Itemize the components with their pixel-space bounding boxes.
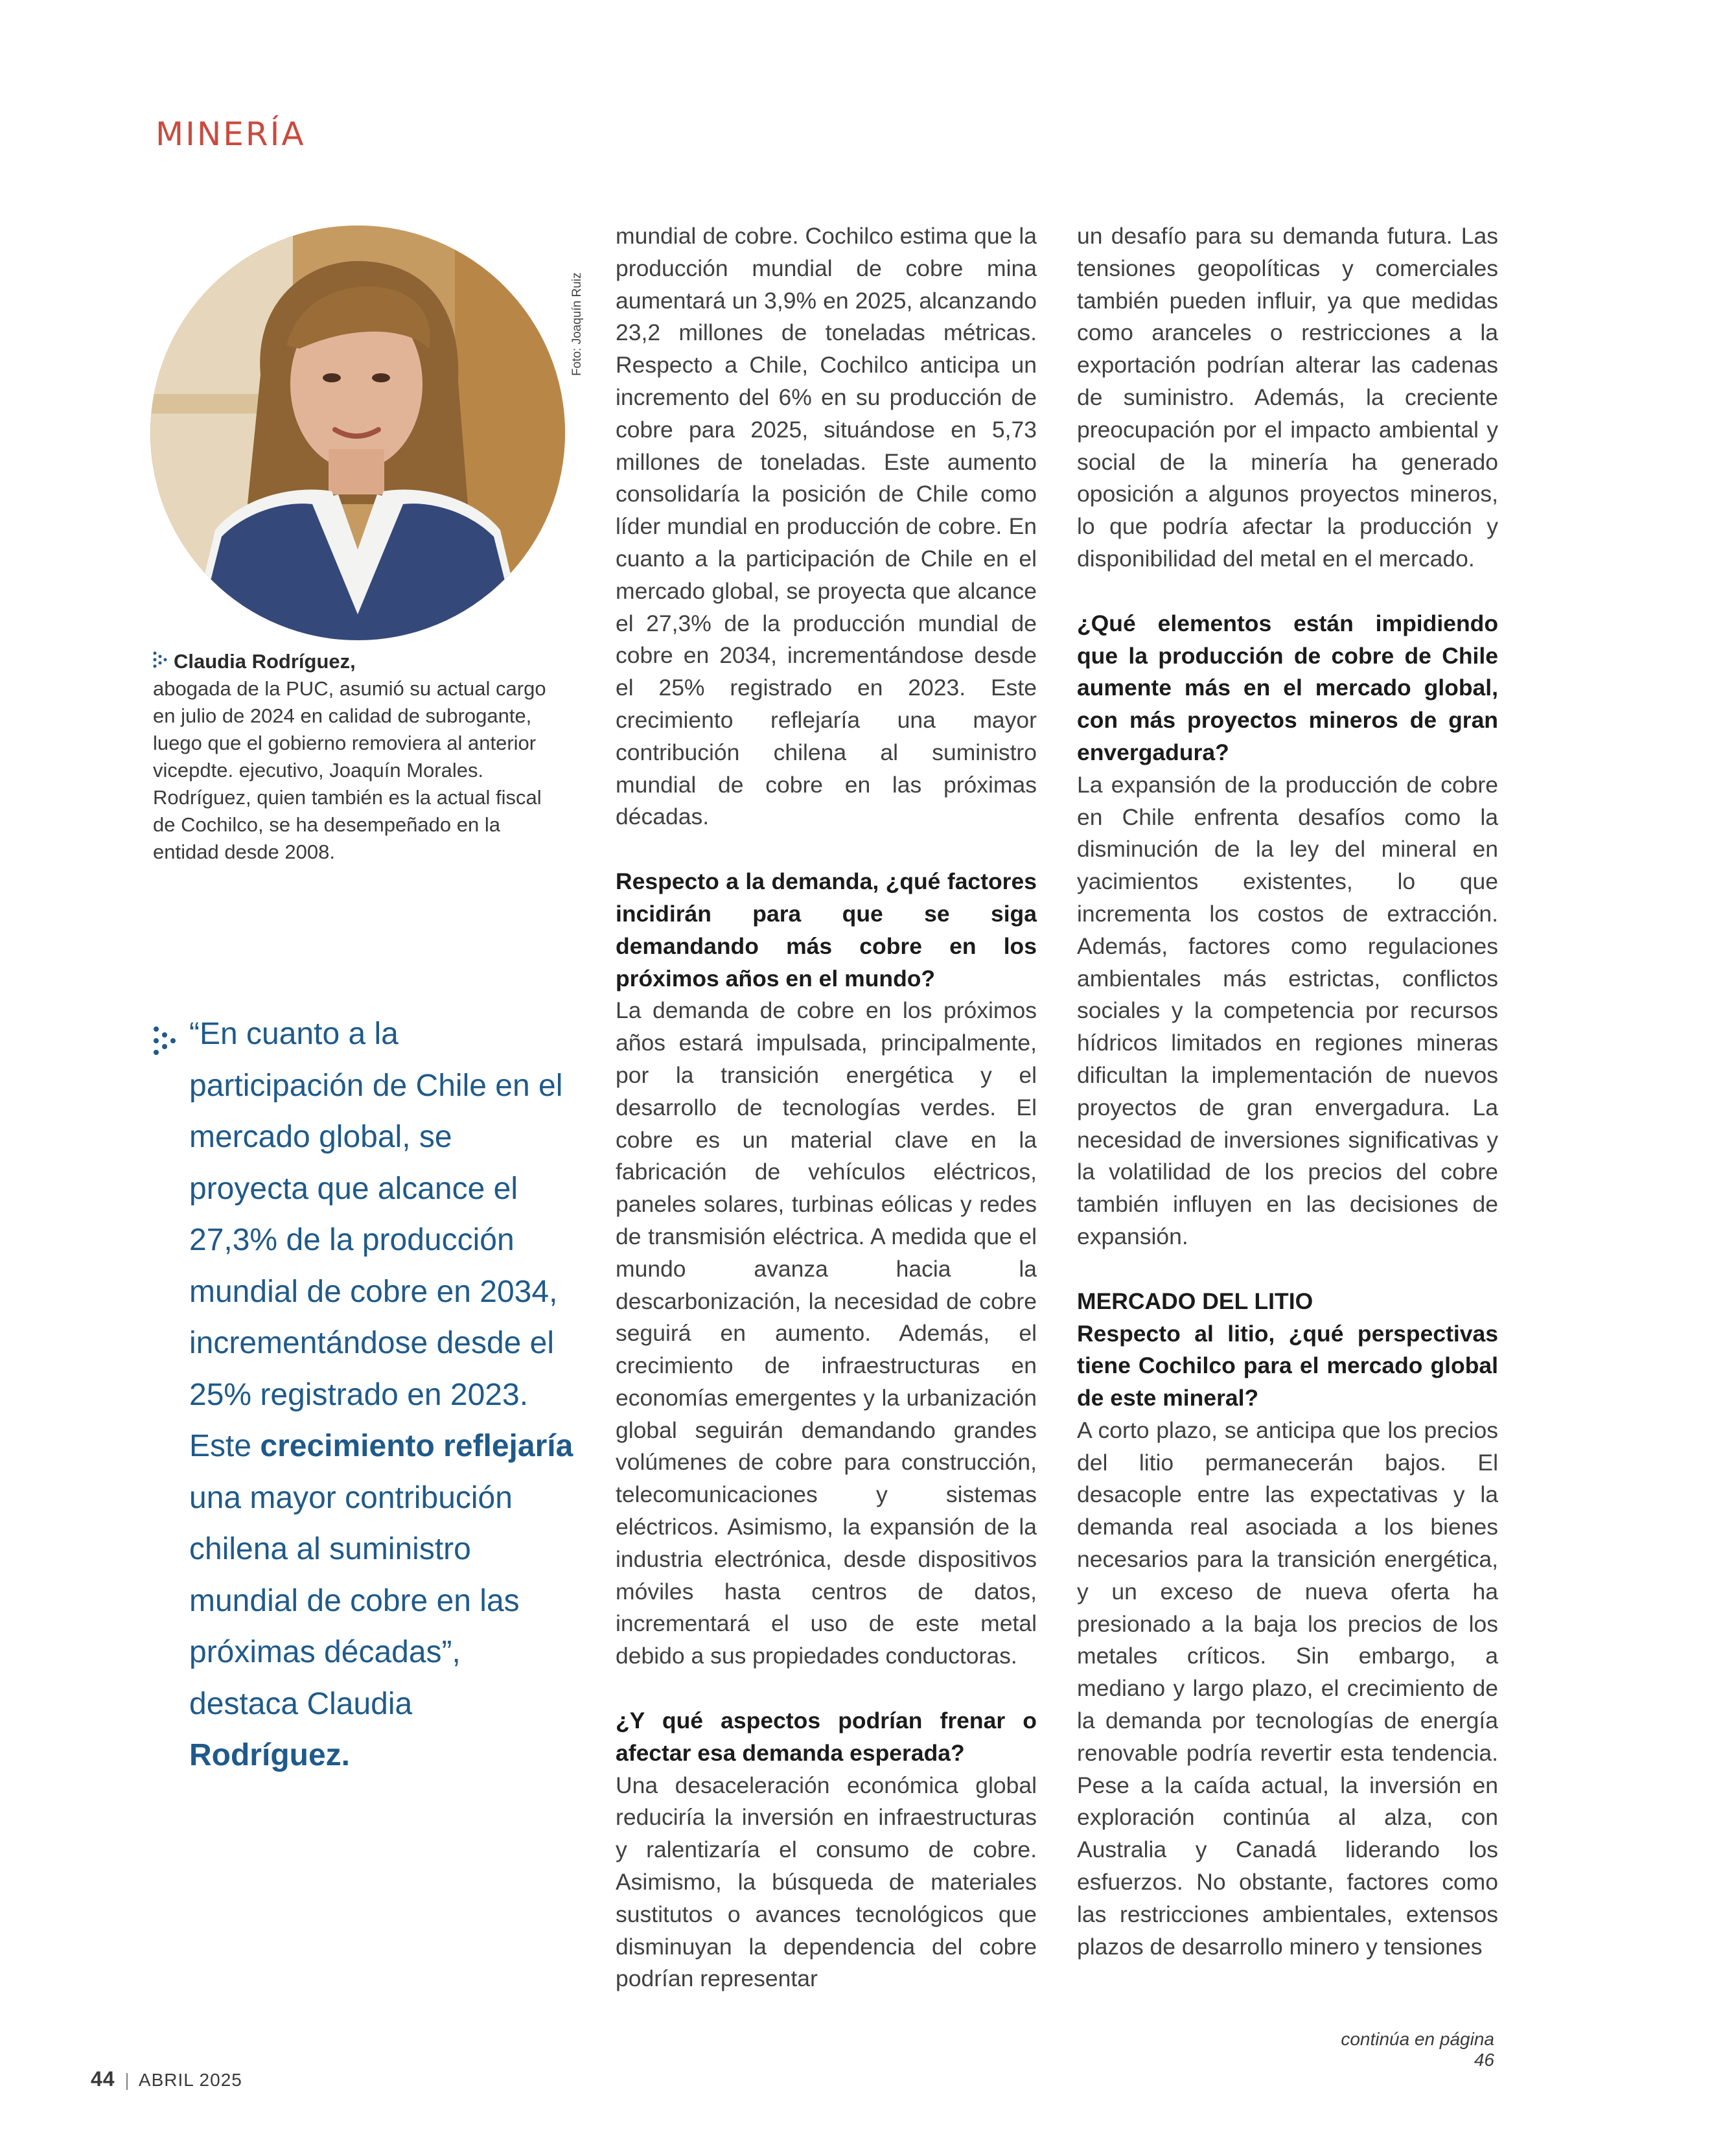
page-number: 44 <box>91 2067 115 2091</box>
interview-question: Respecto al litio, ¿qué perspectivas tiene Cochilco para el mercado global de este mineral? <box>1077 1320 1498 1411</box>
page-footer <box>91 2067 242 2091</box>
interview-question: ¿Y qué aspectos podrían frenar o afectar esa demanda esperada? <box>616 1708 1037 1766</box>
article-column-right <box>1077 220 1498 1963</box>
caption-line: entidad desde 2008. <box>153 840 335 863</box>
section-label: MINERÍA <box>156 115 306 153</box>
pull-quote <box>153 1008 574 1781</box>
caption-line: Rodríguez, quien también es la actual fiscal <box>153 786 542 809</box>
interview-question: ¿Qué elementos están impidiendo que la producción de cobre de Chile aumente más en el mercado global, con más proyectos mineros de gran envergadura? <box>1077 610 1498 765</box>
bullet-dots-icon <box>153 648 167 675</box>
pull-quote-text: “En cuanto a la participación de Chile en el mercado global, se proyecta que alcance el 27,3% de la producción mundial de cobre en 2034, incrementándose desde el 25% registrado en 2023. Este <box>189 1017 563 1463</box>
pull-quote-attribution: Rodríguez. <box>189 1738 350 1772</box>
pull-quote-text: una mayor contribución chilena al suministro mundial de cobre en las próximas décadas”, destaca Claudia <box>189 1480 520 1721</box>
caption-line: luego que el gobierno removiera al anterior <box>153 732 537 754</box>
interview-question: Respecto a la demanda, ¿qué factores incidirán para que se siga demandando más cobre en los próximos años en el mundo? <box>616 868 1037 991</box>
photo-credit: Foto: Joaquín Ruiz <box>570 272 584 376</box>
paragraph: La expansión de la producción de cobre en Chile enfrenta desafíos como la disminución de la ley del mineral en yacimientos existentes, lo que incrementa los costos de extracción. Además, factores como regulaciones ambientales más estrictas, conflictos sociales y la competencia por recursos hídricos limitados en regiones mineras dificultan la implementación de nuevos proyectos de gran envergadura. La necesidad de inversiones significativas y la volatilidad de los precios del cobre también influyen en las decisiones de expansión. <box>1077 771 1498 1249</box>
quote-dots-icon <box>153 1008 187 1072</box>
subheading: MERCADO DEL LITIO <box>1077 1288 1313 1314</box>
photo-caption <box>153 648 568 866</box>
caption-line: en julio de 2024 en calidad de subrogante, <box>153 704 532 727</box>
paragraph: un desafío para su demanda futura. Las tensiones geopolíticas y comerciales también pueden influir, ya que medidas como aranceles o restricciones a la exportación podrían alterar las cadenas de suministro. Además, la creciente preocupación por el impacto ambiental y social de la minería ha generado oposición a algunos proyectos mineros, lo que podría afectar la producción y disponibilidad del metal en el mercado. <box>1077 223 1498 572</box>
paragraph: A corto plazo, se anticipa que los precios del litio permanecerán bajos. El desacople entre las expectativas y la demanda real asociada a los bienes necesarios para la transición energética, y un exceso de nueva oferta ha presionado a la baja los precios de los metales críticos. Sin embargo, a mediano y largo plazo, el crecimiento de la demanda por tecnologías de energía renovable podría revertir esta tendencia. Pese a la caída actual, la inversión en exploración continúa al alza, con Australia y Canadá liderando los esfuerzos. No obstante, factores como las restricciones ambientales, extensos plazos de desarrollo minero y tensiones <box>1077 1417 1498 1960</box>
article-column-middle <box>616 220 1037 1995</box>
continued-on-note: continúa en página 46 <box>1341 2029 1494 2070</box>
issue-date: ABRIL 2025 <box>138 2070 242 2090</box>
caption-name: Claudia Rodríguez, <box>174 650 356 673</box>
pull-quote-emphasis: crecimiento reflejaría <box>260 1429 573 1463</box>
caption-line: de Cochilco, se ha desempeñado en la <box>153 813 500 836</box>
footer-separator: | <box>124 2070 130 2090</box>
paragraph: Una desaceleración económica global reduciría la inversión en infraestructuras y ralentizaría el consumo de cobre. Asimismo, la búsqueda de materiales sustitutos o avances tecnológicos que disminuyan la dependencia del cobre podrían representar <box>616 1772 1037 1992</box>
caption-line: abogada de la PUC, asumió su actual cargo <box>153 677 546 700</box>
paragraph: mundial de cobre. Cochilco estima que la producción mundial de cobre mina aumentará un 3,9% en 2025, alcanzando 23,2 millones de toneladas métricas. Respecto a Chile, Cochilco anticipa un incremento del 6% en su producción de cobre para 2025, situándose en 5,73 millones de toneladas. Este aumento consolidaría la posición de Chile como líder mundial en producción de cobre. En cuanto a la participación de Chile en el mercado global, se proyecta que alcance el 27,3% de la producción mundial de cobre en 2034, incrementándose desde el 25% registrado en 2023. Este crecimiento reflejaría una mayor contribución chilena al suministro mundial de cobre en las próximas décadas. <box>616 223 1037 830</box>
caption-line: vicepdte. ejecutivo, Joaquín Morales. <box>153 759 484 782</box>
paragraph: La demanda de cobre en los próximos años estará impulsada, principalmente, por la transición energética y el desarrollo de tecnologías verdes. El cobre es un material clave en la fabricación de vehículos eléctricos, paneles solares, turbinas eólicas y redes de transmisión eléctrica. A medida que el mundo avanza hacia la descarbonización, la necesidad de cobre seguirá en aumento. Además, el crecimiento de infraestructuras en economías emergentes y la urbanización global seguirán demandando grandes volúmenes de cobre para construcción, telecomunicaciones y sistemas eléctricos. Asimismo, la expansión de la industria electrónica, desde dispositivos móviles hasta centros de datos, incrementará el uso de este metal debido a sus propiedades conductoras. <box>616 997 1037 1669</box>
portrait-photo <box>150 226 565 640</box>
